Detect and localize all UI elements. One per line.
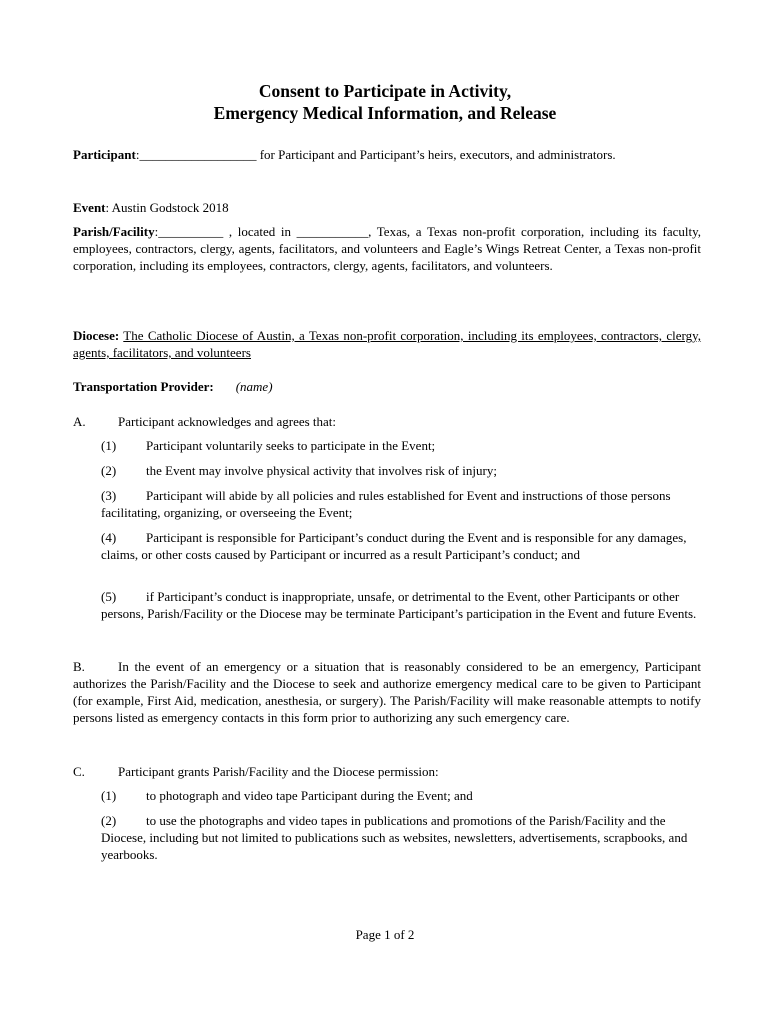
participant-blank: :__________________ [135,147,257,162]
item-number: (1) [101,788,117,803]
parish-paragraph [73,223,701,274]
parish-text: :__________ , located in ___________, Texas, a Texas non-profit corporation, including its faculty, employees, contractors, clergy, agents, facilitators, and volunteers and Eagle’s Wings Retreat Center, a Texas non-profit corporation, including its employees, contractors, clergy, agents, facilitators, and volunteers. [73,224,701,273]
participant-label: Participant [73,147,136,162]
item-number: (1) [101,438,117,453]
page-number: Page 1 of 2 [355,927,415,942]
item-text: Participant will abide by all policies and rules established for Event and instructions of those persons facilitating, organizing, or overseeing the Event; [101,488,671,520]
section-c-intro: Participant grants Parish/Facility and the Diocese permission: [118,764,439,779]
section-a-item [101,487,701,521]
section-a-letter: A. [73,414,86,429]
item-text: to use the photographs and video tapes in publications and promotions of the Parish/Facility and the Diocese, including but not limited to publications such as websites, newsletters, advertisements, scrapbooks, and yearbooks. [101,813,688,862]
participant-text: for Participant and Participant’s heirs, executors, and administrators. [256,147,616,162]
item-number: (2) [101,813,117,828]
transport-value: (name) [235,379,273,394]
parish-label: Parish/Facility [73,224,155,239]
section-c-item [101,812,701,863]
diocese-paragraph [73,327,701,361]
item-number: (5) [101,589,117,604]
event-value: : Austin Godstock 2018 [105,200,229,215]
document-title-line-1: Consent to Participate in Activity, [258,81,512,101]
section-a-item [101,529,701,563]
item-text: Participant is responsible for Participant’s conduct during the Event and is responsible for any damages, claims, or other costs caused by Participant or incurred as a result Participant’s conduct; and [101,530,687,562]
section-b-letter: B. [73,659,85,674]
item-text: if Participant’s conduct is inappropriate, unsafe, or detrimental to the Event, other Participants or other persons, Parish/Facility or the Diocese may be terminate Participant’s participation in the Event and future Events. [101,589,697,621]
event-line [73,199,701,216]
item-number: (3) [101,488,117,503]
section-a-intro: Participant acknowledges and agrees that: [118,414,337,429]
participant-line [73,146,701,163]
item-text: Participant voluntarily seeks to participate in the Event; [146,438,436,453]
diocese-text: The Catholic Diocese of Austin, a Texas non-profit corporation, including its employees, contractors, clergy, agents, facilitators, and volunteers [73,328,702,360]
transport-line [73,378,701,395]
event-label: Event [73,200,106,215]
section-c-item [101,787,701,804]
diocese-label: Diocese: [73,328,120,343]
item-number: (4) [101,530,117,545]
section-a-item [101,437,701,454]
section-b-text: In the event of an emergency or a situation that is reasonably considered to be an emergency, Participant authorizes the Parish/Facility and the Diocese to seek and authorize emergency medical care to be given to Participant (for example, First Aid, medication, anesthesia, or surgery). The Parish/Facility will make reasonable attempts to notify persons listed as emergency contacts in this form prior to authorizing any such emergency care. [73,659,701,725]
document-title-line-2: Emergency Medical Information, and Release [213,103,557,123]
section-a-item [101,588,701,622]
section-c-letter: C. [73,764,85,779]
item-text: the Event may involve physical activity that involves risk of injury; [146,463,497,478]
item-text: to photograph and video tape Participant during the Event; and [146,788,473,803]
section-a-item [101,462,701,479]
item-number: (2) [101,463,117,478]
section-b-paragraph [73,658,701,726]
transport-label: Transportation Provider: [73,379,214,394]
